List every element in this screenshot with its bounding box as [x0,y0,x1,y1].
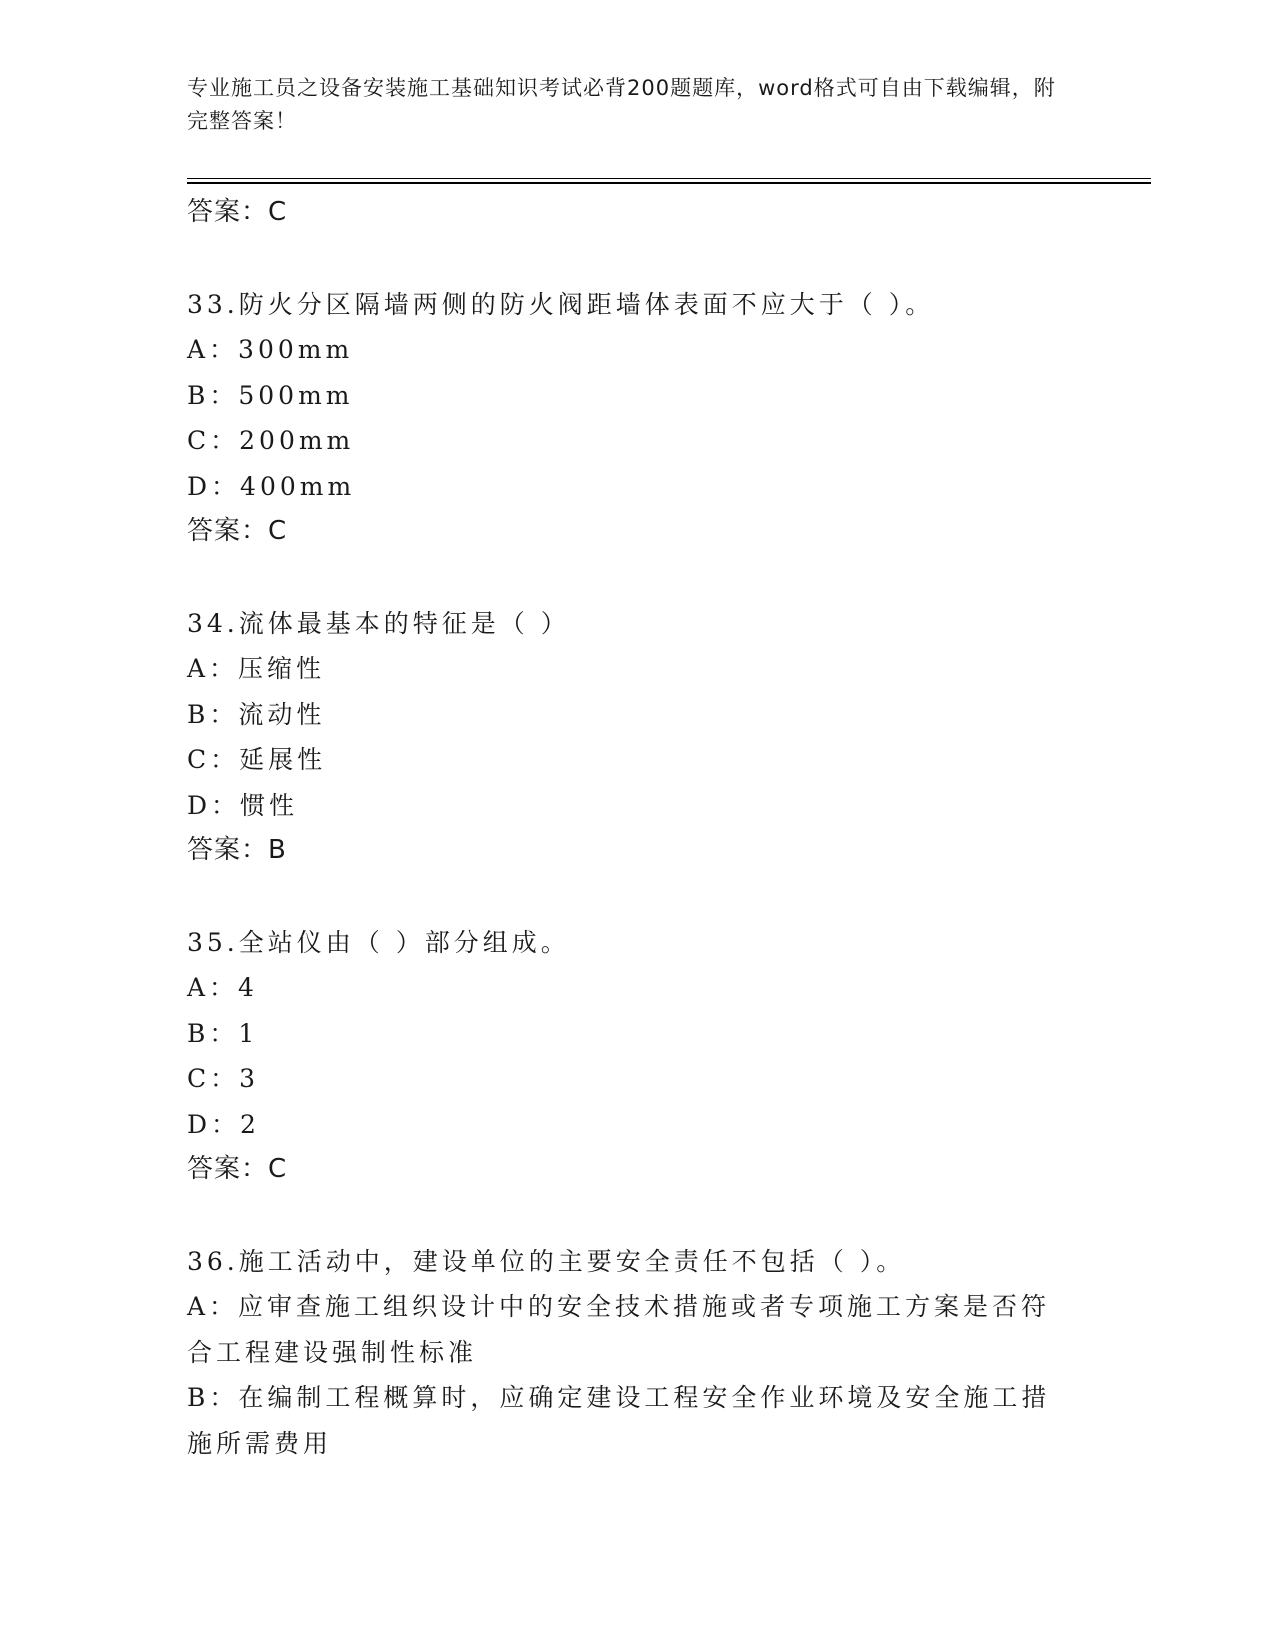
option-d: D：惯性 [187,790,299,820]
question-35 [187,920,1087,1193]
option-d: D：2 [187,1109,260,1139]
option-b: B：流动性 [187,699,326,729]
question-stem: 33.防火分区隔墙两侧的防火阀距墙体表面不应大于（ ）。 [187,289,935,319]
header-rule-thick [187,182,1151,184]
option-c: C：延展性 [187,745,327,774]
answer-line: 答案：B [187,835,287,865]
question-stem: 35.全站仪由（ ）部分组成。 [187,927,570,957]
question-34 [187,601,1087,874]
option-b: B：在编制工程概算时，应确定建设工程安全作业环境及安全施工措施所需费用 [187,1383,1051,1458]
question-36 [187,1239,1087,1467]
option-a: A：4 [187,973,258,1002]
option-d: D：400mm [187,471,356,501]
question-stem: 36.施工活动中，建设单位的主要安全责任不包括（ ）。 [187,1246,906,1276]
header-rule-thin [187,178,1151,179]
option-a: A：压缩性 [187,654,326,683]
question-33 [187,282,1087,555]
option-a: A：300mm [187,335,354,364]
option-c: C：3 [187,1064,260,1093]
answer-line: 答案：C [187,1154,288,1184]
option-a: A：应审查施工组织设计中的安全技术措施或者专项施工方案是否符合工程建设强制性标准 [187,1292,1051,1367]
question-stem: 34.流体最基本的特征是（ ） [187,608,570,638]
question-list [187,190,1087,1466]
answer-line: 答案：C [187,516,288,546]
option-b: B：500mm [187,380,354,410]
document-header: 专业施工员之设备安装施工基础知识考试必背200题题库，word格式可自由下载编辑，附完整答案！ [187,76,1056,133]
option-c: C：200mm [187,426,355,455]
option-b: B：1 [187,1018,259,1048]
answer-line: 答案：C [187,197,288,227]
